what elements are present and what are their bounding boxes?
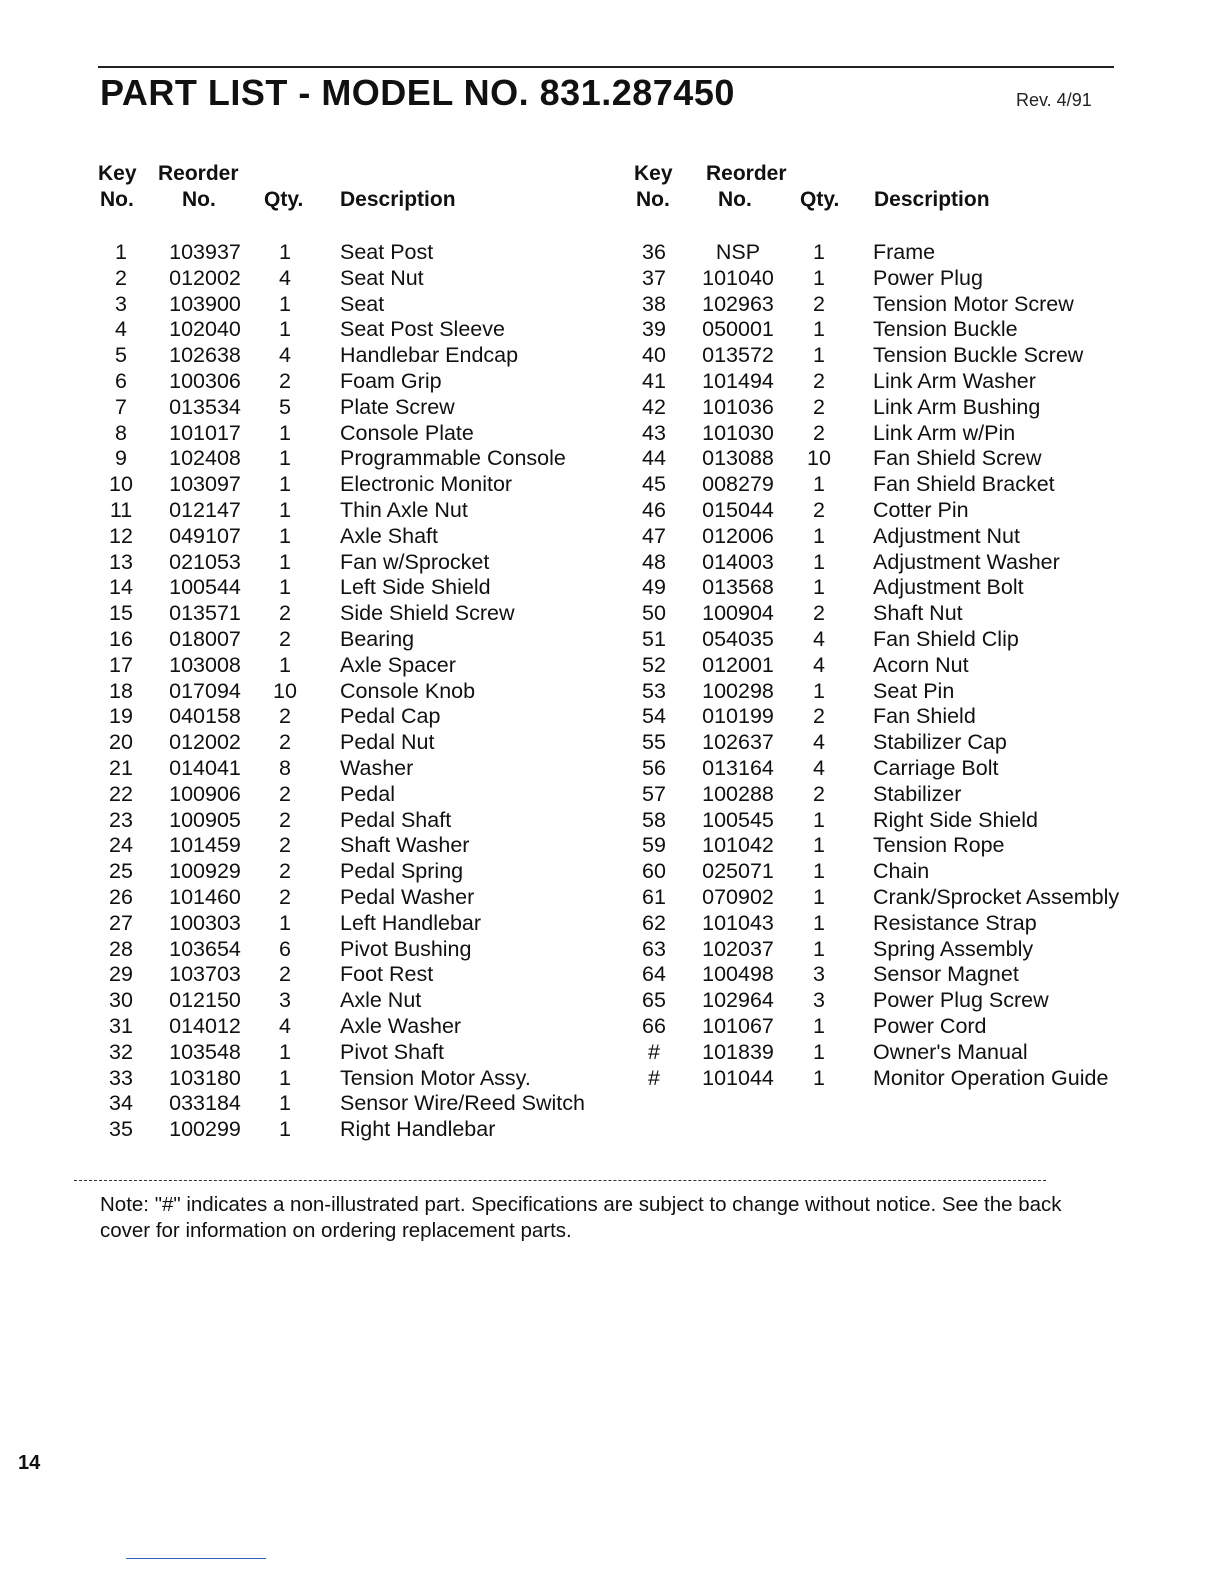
part-key-number: 38 (642, 291, 666, 316)
revision-label: Rev. 4/91 (1016, 90, 1092, 110)
part-key-number: 3 (115, 291, 127, 316)
part-reorder-number: 054035 (702, 626, 774, 651)
header-reorder-no: No. (718, 188, 752, 211)
part-key-number: 56 (642, 755, 666, 780)
part-quantity: 1 (813, 575, 825, 600)
part-key-number: 41 (642, 368, 666, 393)
part-reorder-number: 100905 (169, 807, 241, 832)
part-key-number: 8 (115, 420, 127, 445)
part-reorder-number: 102040 (169, 317, 241, 342)
part-reorder-number: 033184 (169, 1091, 241, 1116)
part-quantity: 1 (813, 910, 825, 935)
part-quantity: 8 (279, 755, 291, 780)
part-reorder-number: 012150 (169, 988, 241, 1013)
part-reorder-number: 103097 (169, 472, 241, 497)
part-quantity: 2 (279, 626, 291, 651)
part-key-number: 2 (115, 265, 127, 290)
part-quantity: 2 (279, 859, 291, 884)
part-key-number: 60 (642, 859, 666, 884)
part-quantity: 4 (813, 652, 825, 677)
part-quantity: 2 (813, 704, 825, 729)
note-divider (74, 1180, 1046, 1181)
part-quantity: 1 (279, 1117, 291, 1142)
part-key-number: 33 (109, 1065, 133, 1090)
part-reorder-number: 101459 (169, 833, 241, 858)
part-quantity: 2 (279, 833, 291, 858)
part-key-number: # (648, 1065, 660, 1090)
part-description: Chain (873, 859, 930, 884)
part-reorder-number: 100299 (169, 1117, 241, 1142)
part-key-number: 46 (642, 497, 666, 522)
part-reorder-number: 012001 (702, 652, 774, 677)
part-key-number: 29 (109, 962, 133, 987)
part-key-number: # (648, 1039, 660, 1064)
part-description: Seat (340, 291, 385, 316)
footer-line (126, 1558, 266, 1559)
part-key-number: 37 (642, 265, 666, 290)
part-quantity: 10 (807, 446, 831, 471)
part-quantity: 2 (813, 368, 825, 393)
part-quantity: 1 (279, 1065, 291, 1090)
part-key-number: 27 (109, 910, 133, 935)
part-reorder-number: 012006 (702, 523, 774, 548)
part-quantity: 2 (279, 962, 291, 987)
part-reorder-number: 100904 (702, 601, 774, 626)
header-key-no: No. (636, 188, 670, 211)
part-reorder-number: 014041 (169, 755, 241, 780)
part-description: Fan w/Sprocket (340, 549, 490, 574)
part-description: Resistance Strap (873, 910, 1037, 935)
part-quantity: 2 (813, 497, 825, 522)
part-description: Pedal Shaft (340, 807, 452, 832)
part-key-number: 25 (109, 859, 133, 884)
part-reorder-number: 103180 (169, 1065, 241, 1090)
part-key-number: 44 (642, 446, 666, 471)
part-description: Washer (340, 755, 414, 780)
part-description: Console Knob (340, 678, 476, 703)
part-reorder-number: 102637 (702, 730, 774, 755)
part-description: Acorn Nut (873, 652, 969, 677)
part-description: Shaft Nut (873, 601, 963, 626)
part-quantity: 1 (813, 936, 825, 961)
part-key-number: 64 (642, 962, 666, 987)
part-reorder-number: 013088 (702, 446, 774, 471)
part-reorder-number: 100298 (702, 678, 774, 703)
part-key-number: 62 (642, 910, 666, 935)
part-description: Stabilizer Cap (873, 730, 1007, 755)
part-reorder-number: 014003 (702, 549, 774, 574)
top-rule (98, 66, 1114, 68)
part-key-number: 66 (642, 1013, 666, 1038)
part-reorder-number: 100306 (169, 368, 241, 393)
part-quantity: 1 (279, 446, 291, 471)
part-key-number: 16 (109, 626, 133, 651)
part-reorder-number: 100544 (169, 575, 241, 600)
part-reorder-number: 012002 (169, 730, 241, 755)
part-description: Axle Spacer (340, 652, 456, 677)
part-reorder-number: 101494 (702, 368, 774, 393)
part-key-number: 19 (109, 704, 133, 729)
part-description: Seat Post Sleeve (340, 317, 505, 342)
part-quantity: 1 (813, 807, 825, 832)
part-key-number: 47 (642, 523, 666, 548)
part-quantity: 1 (813, 1013, 825, 1038)
part-key-number: 28 (109, 936, 133, 961)
part-description: Spring Assembly (873, 936, 1034, 961)
part-key-number: 65 (642, 988, 666, 1013)
part-reorder-number: 101036 (702, 394, 774, 419)
page-number: 14 (18, 1452, 41, 1474)
part-quantity: 1 (279, 652, 291, 677)
header-reorder: Reorder (158, 162, 239, 185)
part-key-number: 52 (642, 652, 666, 677)
part-description: Owner's Manual (873, 1039, 1028, 1064)
part-reorder-number: 013164 (702, 755, 774, 780)
part-reorder-number: 103703 (169, 962, 241, 987)
part-description: Tension Motor Screw (873, 291, 1074, 316)
part-reorder-number: 101042 (702, 833, 774, 858)
part-description: Monitor Operation Guide (873, 1065, 1109, 1090)
header-qty: Qty. (800, 188, 840, 211)
part-key-number: 23 (109, 807, 133, 832)
part-quantity: 1 (813, 833, 825, 858)
part-reorder-number: 013571 (169, 601, 241, 626)
part-quantity: 3 (279, 988, 291, 1013)
part-description: Side Shield Screw (340, 601, 515, 626)
part-quantity: 1 (279, 472, 291, 497)
part-description: Seat Pin (873, 678, 955, 703)
part-description: Sensor Magnet (873, 962, 1019, 987)
part-key-number: 63 (642, 936, 666, 961)
part-description: Carriage Bolt (873, 755, 999, 780)
part-quantity: 1 (279, 317, 291, 342)
part-description: Plate Screw (340, 394, 455, 419)
part-reorder-number: 102963 (702, 291, 774, 316)
part-quantity: 1 (279, 575, 291, 600)
part-description: Axle Nut (340, 988, 422, 1013)
part-key-number: 21 (109, 755, 133, 780)
part-quantity: 2 (279, 368, 291, 393)
part-description: Axle Shaft (340, 523, 438, 548)
part-description: Adjustment Nut (873, 523, 1020, 548)
part-key-number: 50 (642, 601, 666, 626)
part-reorder-number: 015044 (702, 497, 774, 522)
part-description: Axle Washer (340, 1013, 462, 1038)
part-reorder-number: 014012 (169, 1013, 241, 1038)
part-quantity: 10 (273, 678, 297, 703)
part-description: Left Handlebar (340, 910, 482, 935)
part-description: Foot Rest (340, 962, 434, 987)
part-quantity: 1 (279, 420, 291, 445)
part-reorder-number: 013534 (169, 394, 241, 419)
part-description: Electronic Monitor (340, 472, 513, 497)
part-reorder-number: 101067 (702, 1013, 774, 1038)
part-key-number: 54 (642, 704, 666, 729)
part-reorder-number: 101017 (169, 420, 241, 445)
part-description: Seat Post (340, 240, 434, 264)
part-reorder-number: 017094 (169, 678, 241, 703)
page-title: PART LIST - MODEL NO. 831.287450 (100, 72, 735, 113)
part-key-number: 48 (642, 549, 666, 574)
part-quantity: 2 (279, 807, 291, 832)
part-reorder-number: 040158 (169, 704, 241, 729)
part-reorder-number: 102638 (169, 343, 241, 368)
part-description: Foam Grip (340, 368, 442, 393)
part-quantity: 1 (813, 523, 825, 548)
part-quantity: 2 (279, 730, 291, 755)
part-key-number: 58 (642, 807, 666, 832)
part-key-number: 55 (642, 730, 666, 755)
part-key-number: 5 (115, 343, 127, 368)
part-key-number: 10 (109, 472, 133, 497)
part-reorder-number: 049107 (169, 523, 241, 548)
part-reorder-number: 102408 (169, 446, 241, 471)
part-quantity: 2 (813, 394, 825, 419)
part-quantity: 2 (813, 420, 825, 445)
part-key-number: 31 (109, 1013, 133, 1038)
part-description: Power Cord (873, 1013, 987, 1038)
part-reorder-number: 102964 (702, 988, 774, 1013)
part-quantity: 1 (813, 678, 825, 703)
header-qty: Qty. (264, 188, 304, 211)
part-description: Fan Shield (873, 704, 976, 729)
part-reorder-number: 101839 (702, 1039, 774, 1064)
part-key-number: 59 (642, 833, 666, 858)
part-description: Pedal Nut (340, 730, 435, 755)
part-quantity: 4 (279, 1013, 291, 1038)
part-reorder-number: 101040 (702, 265, 774, 290)
part-description: Thin Axle Nut (340, 497, 468, 522)
part-quantity: 4 (813, 755, 825, 780)
part-key-number: 57 (642, 781, 666, 806)
part-reorder-number: 102037 (702, 936, 774, 961)
part-reorder-number: 100288 (702, 781, 774, 806)
part-reorder-number: 101030 (702, 420, 774, 445)
part-description: Programmable Console (340, 446, 566, 471)
part-key-number: 14 (109, 575, 133, 600)
part-reorder-number: 101460 (169, 884, 241, 909)
part-description: Right Handlebar (340, 1117, 496, 1142)
part-quantity: 1 (813, 1065, 825, 1090)
header-reorder: Reorder (706, 162, 787, 185)
part-description: Handlebar Endcap (340, 343, 519, 368)
part-quantity: 2 (813, 601, 825, 626)
part-description: Pivot Bushing (340, 936, 472, 961)
part-reorder-number: 100545 (702, 807, 774, 832)
part-key-number: 61 (642, 884, 666, 909)
part-description: Power Plug (873, 265, 983, 290)
part-quantity: 1 (813, 343, 825, 368)
footnote: Note: "#" indicates a non-illustrated part. Specifications are subject to change without notice. See the back cover for information on ordering replacement parts. (100, 1193, 1062, 1242)
header-description: Description (874, 188, 990, 211)
part-description: Fan Shield Screw (873, 446, 1042, 471)
part-description: Pedal Spring (340, 859, 464, 884)
part-description: Frame (873, 240, 936, 264)
part-quantity: 1 (279, 1091, 291, 1116)
part-key-number: 32 (109, 1039, 133, 1064)
part-quantity: 4 (813, 730, 825, 755)
part-quantity: 1 (813, 472, 825, 497)
part-quantity: 1 (279, 1039, 291, 1064)
part-description: Adjustment Bolt (873, 575, 1024, 600)
header-key: Key (634, 162, 673, 185)
part-key-number: 42 (642, 394, 666, 419)
part-quantity: 6 (279, 936, 291, 961)
part-quantity: 1 (813, 240, 825, 264)
part-reorder-number: 101043 (702, 910, 774, 935)
part-description: Adjustment Washer (873, 549, 1060, 574)
part-quantity: 1 (813, 1039, 825, 1064)
part-key-number: 35 (109, 1117, 133, 1142)
part-quantity: 4 (279, 265, 291, 290)
header-description: Description (340, 188, 456, 211)
part-reorder-number: 025071 (702, 859, 774, 884)
header-key: Key (98, 162, 137, 185)
part-quantity: 1 (813, 549, 825, 574)
part-key-number: 11 (109, 497, 133, 522)
part-quantity: 3 (813, 988, 825, 1013)
part-reorder-number: 012002 (169, 265, 241, 290)
part-reorder-number: 021053 (169, 549, 241, 574)
part-reorder-number: NSP (715, 240, 761, 264)
part-reorder-number: 008279 (702, 472, 774, 497)
part-key-number: 7 (115, 394, 127, 419)
part-description: Tension Motor Assy. (340, 1065, 531, 1090)
part-quantity: 1 (813, 317, 825, 342)
part-quantity: 1 (279, 291, 291, 316)
part-key-number: 26 (109, 884, 133, 909)
part-key-number: 1 (115, 240, 127, 264)
part-key-number: 13 (109, 549, 133, 574)
header-reorder-no: No. (182, 188, 216, 211)
part-key-number: 53 (642, 678, 666, 703)
part-description: Pedal Cap (340, 704, 441, 729)
part-reorder-number: 010199 (702, 704, 774, 729)
part-reorder-number: 013568 (702, 575, 774, 600)
part-reorder-number: 050001 (702, 317, 774, 342)
part-description: Seat Nut (340, 265, 424, 290)
part-description: Pivot Shaft (340, 1039, 444, 1064)
part-quantity: 2 (279, 601, 291, 626)
part-key-number: 4 (115, 317, 127, 342)
part-key-number: 15 (109, 601, 133, 626)
part-quantity: 1 (279, 549, 291, 574)
part-reorder-number: 013572 (702, 343, 774, 368)
part-description: Crank/Sprocket Assembly (873, 884, 1120, 909)
part-quantity: 4 (279, 343, 291, 368)
part-key-number: 51 (642, 626, 666, 651)
part-quantity: 2 (279, 781, 291, 806)
part-key-number: 22 (109, 781, 133, 806)
part-reorder-number: 100906 (169, 781, 241, 806)
part-description: Power Plug Screw (873, 988, 1049, 1013)
part-description: Console Plate (340, 420, 474, 445)
part-quantity: 2 (813, 781, 825, 806)
part-quantity: 1 (813, 265, 825, 290)
part-key-number: 36 (642, 240, 666, 264)
part-key-number: 34 (109, 1091, 133, 1116)
part-key-number: 12 (109, 523, 133, 548)
part-description: Fan Shield Bracket (873, 472, 1055, 497)
header-key-no: No. (100, 188, 134, 211)
part-key-number: 20 (109, 730, 133, 755)
part-reorder-number: 100498 (702, 962, 774, 987)
part-description: Left Side Shield (340, 575, 491, 600)
part-quantity: 1 (279, 910, 291, 935)
part-key-number: 30 (109, 988, 133, 1013)
part-key-number: 6 (115, 368, 127, 393)
part-description: Tension Buckle (873, 317, 1018, 342)
part-reorder-number: 103008 (169, 652, 241, 677)
part-key-number: 49 (642, 575, 666, 600)
part-description: Pedal (340, 781, 395, 806)
part-quantity: 1 (813, 859, 825, 884)
part-description: Pedal Washer (340, 884, 475, 909)
part-description: Tension Buckle Screw (873, 343, 1084, 368)
part-description: Link Arm Washer (873, 368, 1036, 393)
part-key-number: 24 (109, 833, 133, 858)
part-quantity: 4 (813, 626, 825, 651)
part-quantity: 1 (813, 884, 825, 909)
part-description: Stabilizer (873, 781, 962, 806)
part-quantity: 1 (279, 523, 291, 548)
part-quantity: 2 (279, 704, 291, 729)
part-description: Fan Shield Clip (873, 626, 1019, 651)
part-description: Cotter Pin (873, 497, 969, 522)
part-reorder-number: 103654 (169, 936, 241, 961)
part-description: Right Side Shield (873, 807, 1038, 832)
part-key-number: 18 (109, 678, 133, 703)
part-description: Link Arm Bushing (873, 394, 1041, 419)
part-reorder-number: 100303 (169, 910, 241, 935)
part-description: Link Arm w/Pin (873, 420, 1016, 445)
part-key-number: 40 (642, 343, 666, 368)
part-description: Tension Rope (873, 833, 1005, 858)
part-reorder-number: 100929 (169, 859, 241, 884)
part-reorder-number: 070902 (702, 884, 774, 909)
part-reorder-number: 103937 (169, 240, 241, 264)
part-key-number: 9 (115, 446, 127, 471)
part-quantity: 2 (813, 291, 825, 316)
part-quantity: 2 (279, 884, 291, 909)
part-key-number: 39 (642, 317, 666, 342)
part-quantity: 1 (279, 240, 291, 264)
part-reorder-number: 018007 (169, 626, 241, 651)
part-key-number: 45 (642, 472, 666, 497)
part-reorder-number: 103900 (169, 291, 241, 316)
part-reorder-number: 012147 (169, 497, 241, 522)
part-key-number: 43 (642, 420, 666, 445)
part-description: Bearing (340, 626, 415, 651)
part-reorder-number: 101044 (702, 1065, 774, 1090)
part-quantity: 3 (813, 962, 825, 987)
part-quantity: 5 (279, 394, 291, 419)
part-quantity: 1 (279, 497, 291, 522)
part-description: Shaft Washer (340, 833, 470, 858)
part-reorder-number: 103548 (169, 1039, 241, 1064)
part-key-number: 17 (109, 652, 133, 677)
part-description: Sensor Wire/Reed Switch (340, 1091, 585, 1116)
